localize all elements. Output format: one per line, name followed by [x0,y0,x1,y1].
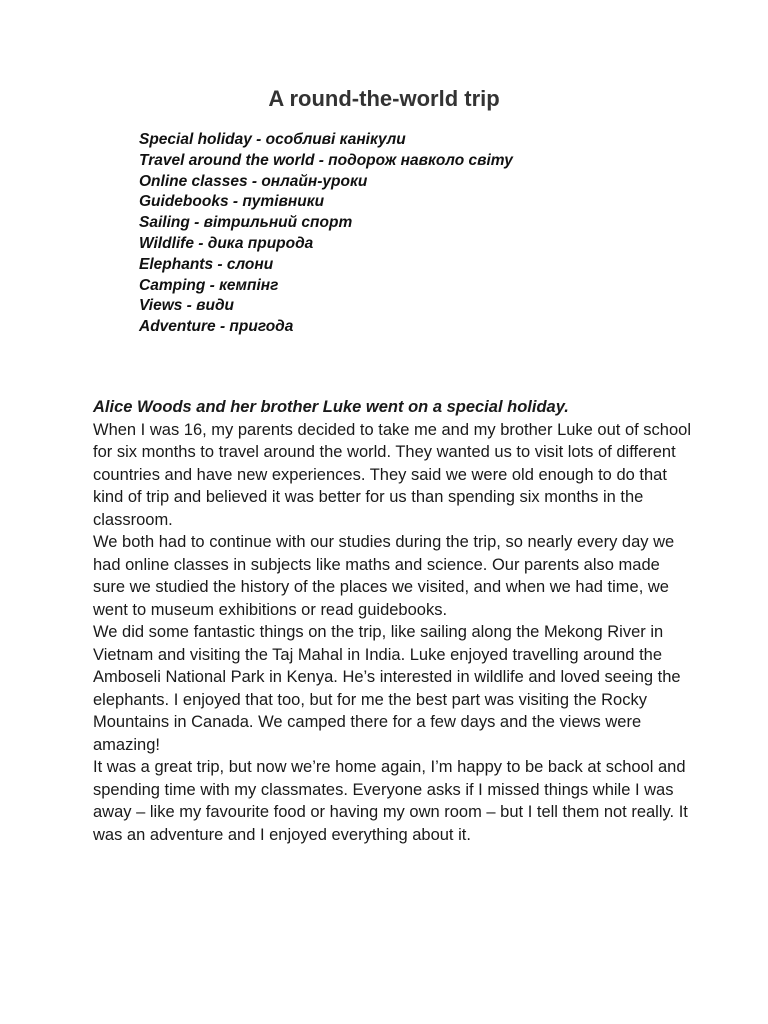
vocabulary-item: Wildlife - дика природа [139,234,314,252]
article-paragraph: It was a great trip, but now we’re home again, I’m happy to be back at school and spending time with my classmates. Everyone asks if I missed things while I was away – like my favourite food or having my own room – but I tell them not really. It was an adventure and I enjoyed everything about it. [93,758,688,844]
article-lead: Alice Woods and her brother Luke went on a special holiday. [93,398,569,416]
article-body [93,396,693,846]
article-paragraph: We both had to continue with our studies during the trip, so nearly every day we had online classes in subjects like maths and science. Our parents also made sure we studied the history of the places we visited, and when we had time, we went to museum exhibitions or read guidebooks. [93,533,675,619]
vocabulary-item: Special holiday - особливі канікули [139,131,406,148]
vocabulary-item: Camping - кемпінг [139,276,279,294]
vocabulary-item: Sailing - вітрильний спорт [139,214,353,232]
vocabulary-item: Online classes - онлайн-уроки [139,172,368,190]
vocabulary-item: Adventure - пригода [139,318,294,336]
vocabulary-item: Guidebooks - путівники [139,193,325,211]
vocabulary-item: Views - види [139,297,235,315]
vocabulary-list [139,130,699,338]
document-title: A round-the-world trip [268,86,500,111]
article-paragraph: When I was 16, my parents decided to take me and my brother Luke out of school for six months to travel around the world. They wanted us to visit lots of different countries and have new experiences. They said we were old enough to do that kind of trip and believed it was better for us than spending six months in the classroom. [93,420,691,529]
vocabulary-item: Elephants - слони [139,255,274,273]
vocabulary-item: Travel around the world - подорож навколо світу [139,151,513,169]
article-paragraph: We did some fantastic things on the trip, like sailing along the Mekong River in Vietnam and visiting the Taj Mahal in India. Luke enjoyed travelling around the Amboseli National Park in Kenya. He’s interested in wildlife and loved seeing the elephants. I enjoyed that too, but for me the best part was visiting the Rocky Mountains in Canada. We camped there for a few days and the views were amazing! [93,623,681,754]
